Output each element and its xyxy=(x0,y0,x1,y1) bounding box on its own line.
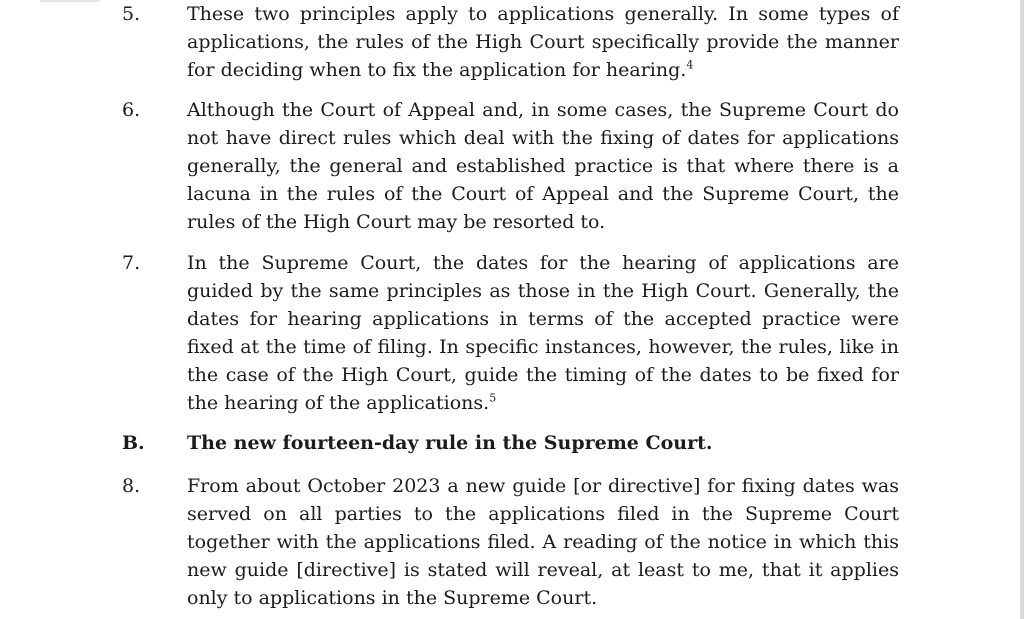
section-title: The new fourteen-day rule in the Supreme Court. xyxy=(187,432,713,454)
paragraph-body: From about October 2023 a new guide [or directive] for fixing dates was served on all parties to the applications filed in the Supreme Court together with the applications filed. A reading of the notice in which this new guide [directive] is stated will reveal, at least to me, that it applies only to applications in the Supreme Court. xyxy=(187,475,899,609)
page-top-mark xyxy=(40,0,100,2)
footnote-marker[interactable]: 5 xyxy=(489,391,497,405)
paragraph-number: 6. xyxy=(122,99,141,121)
page-edge xyxy=(1020,0,1024,619)
paragraph-body: These two principles apply to applications generally. In some types of applications, the rules of the High Court specifically provide the manner for deciding when to fix the application for hearing. xyxy=(187,3,899,81)
paragraph-number: 7. xyxy=(122,252,141,274)
paragraph-body: Although the Court of Appeal and, in some cases, the Supreme Court do not have direct rules which deal with the fixing of dates for applications generally, the general and established practice is that where there is a lacuna in the rules of the Court of Appeal and the Supreme Court, the rules of the High Court may be resorted to. xyxy=(187,99,899,233)
section-label: B. xyxy=(122,432,145,454)
footnote-marker[interactable]: 4 xyxy=(686,58,694,72)
paragraph-text xyxy=(187,96,899,236)
paragraph-text xyxy=(187,249,899,417)
paragraph-body: In the Supreme Court, the dates for the hearing of applications are guided by the same principles as those in the High Court. Generally, the dates for hearing applications in terms of the accepted practice were fixed at the time of filing. In specific instances, however, the rules, like in the case of the High Court, guide the timing of the dates to be fixed for the hearing of the applications. xyxy=(187,252,899,414)
paragraph-text xyxy=(187,472,899,612)
paragraph-number: 8. xyxy=(122,475,141,497)
paragraph-text xyxy=(187,0,899,84)
paragraph-number: 5. xyxy=(122,3,141,25)
